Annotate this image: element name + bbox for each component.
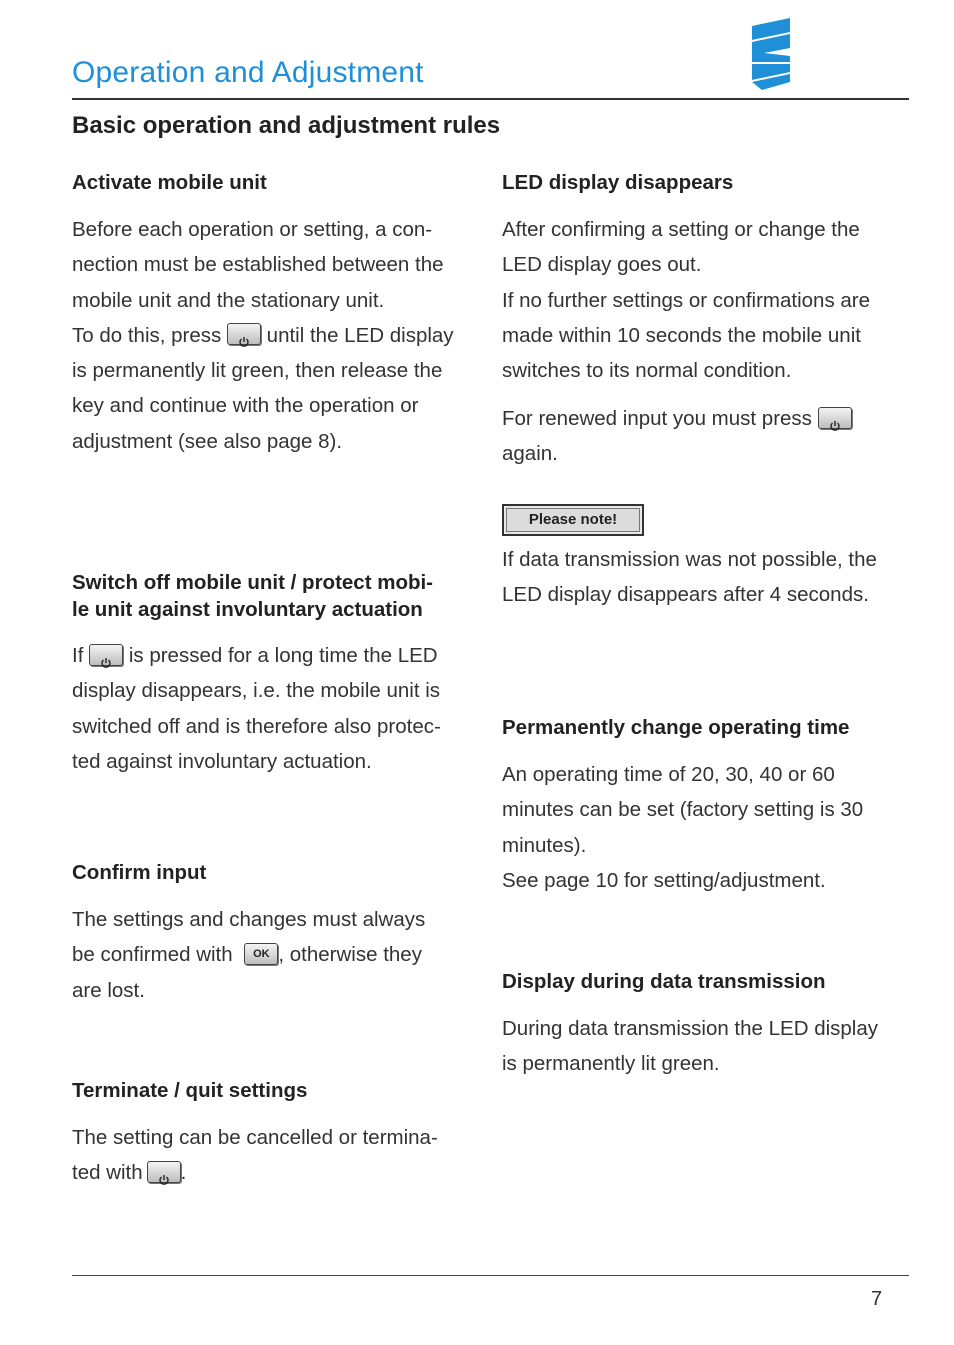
- header-rule: [72, 98, 909, 100]
- ok-key-icon: OK: [244, 943, 278, 965]
- page-title: Operation and Adjustment: [72, 56, 424, 89]
- terminate-paragraph: The setting can be cancelled or termina- ted with .: [72, 1126, 438, 1185]
- transmission-paragraph: During data transmission the LED display is permanently lit green.: [502, 1017, 879, 1076]
- power-key-icon: [147, 1161, 181, 1183]
- activate-paragraph: Before each operation or setting, a con- nection must be established between the mobile unit and the stationary unit. To do this, press until the LED display is permanently lit green, then release the key and continue with the operation or adjustment (see also page 8).: [72, 218, 454, 453]
- eberspaecher-flame-logo-icon: [748, 16, 794, 92]
- permanent-paragraph: An operating time of 20, 30, 40 or 60 minutes can be set (factory setting is 30 minutes). See page 10 for setting/adjustment.: [502, 763, 864, 892]
- note-paragraph: If data transmission was not possible, the LED display disappears after 4 seconds.: [502, 548, 877, 607]
- confirm-paragraph: The settings and changes must always be confirmed with OK , otherwise they are lost.: [72, 908, 426, 1002]
- switchoff-paragraph: If is pressed for a long time the LED display disappears, i.e. the mobile unit is switched off and is therefore also protec- ted against involuntary actuation.: [72, 644, 441, 773]
- please-note-badge: [502, 504, 644, 536]
- power-key-icon: [227, 323, 261, 345]
- page-number: 7: [871, 1288, 883, 1310]
- transmission-heading: Display during data transmission: [502, 970, 826, 993]
- led-paragraph: After confirming a setting or change the LED display goes out. If no further settings or confirmations are made within 10 seconds the mobile unit switches to its normal condition.: [502, 218, 871, 383]
- power-key-icon: [89, 644, 123, 666]
- led-renew-paragraph: For renewed input you must press again.: [502, 401, 909, 472]
- terminate-heading: Terminate / quit settings: [72, 1079, 308, 1102]
- power-key-icon: [818, 407, 852, 429]
- led-heading: LED display disappears: [502, 171, 734, 194]
- permanent-heading: Permanently change operating time: [502, 716, 850, 739]
- switchoff-heading: Switch off mobile unit / protect mobi- le unit against involuntary actuation: [72, 571, 434, 621]
- activate-heading: Activate mobile unit: [72, 171, 267, 194]
- footer-rule: [72, 1275, 909, 1276]
- please-note-label: Please note!: [506, 508, 640, 532]
- section-heading: Basic operation and adjustment rules: [72, 112, 501, 139]
- confirm-heading: Confirm input: [72, 861, 207, 884]
